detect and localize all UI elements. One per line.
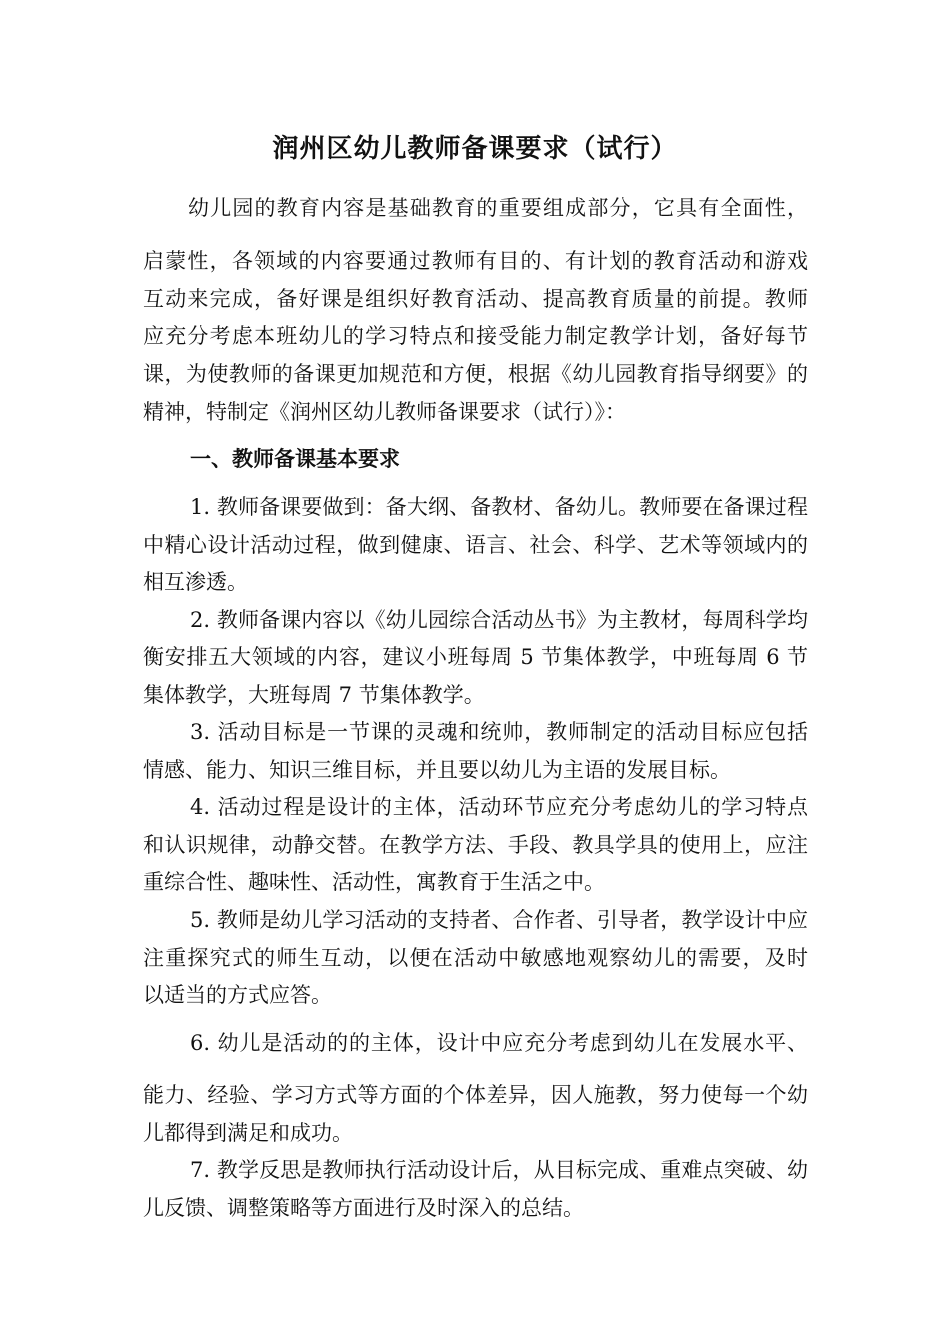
item-5-line-2: 注重探究式的师生互动，以便在活动中敏感地观察幼儿的需要，及时 <box>143 946 808 970</box>
item-1-line-2: 中精心设计活动过程，做到健康、语言、社会、科学、艺术等领域内的 <box>143 533 808 557</box>
intro-line-3: 互动来完成，备好课是组织好教育活动、提高教育质量的前提。教师 <box>143 287 808 311</box>
item-7-line-1: 7. 教学反思是教师执行活动设计后，从目标完成、重难点突破、幼 <box>190 1158 808 1182</box>
item-6-line-1: 6. 幼儿是活动的的主体，设计中应充分考虑到幼儿在发展水平、 <box>190 1031 808 1055</box>
intro-line-6: 精神，特制定《润州区幼儿教师备课要求（试行）》： <box>143 400 626 424</box>
item-3-line-2: 情感、能力、知识三维目标，并且要以幼儿为主语的发展目标。 <box>143 758 731 782</box>
item-1-line-3: 相互渗透。 <box>143 570 248 594</box>
item-5-line-3: 以适当的方式应答。 <box>143 983 332 1007</box>
document-title: 润州区幼儿教师备课要求（试行） <box>272 134 678 164</box>
intro-line-4: 应充分考虑本班幼儿的学习特点和接受能力制定教学计划，备好每节 <box>143 324 808 348</box>
item-2-line-1: 2. 教师备课内容以《幼儿园综合活动丛书》为主教材，每周科学均 <box>190 608 808 632</box>
item-7-line-2: 儿反馈、调整策略等方面进行及时深入的总结。 <box>143 1196 584 1220</box>
item-4-line-2: 和认识规律，动静交替。在教学方法、手段、教具学具的使用上，应注 <box>143 833 808 857</box>
item-5-line-1: 5. 教师是幼儿学习活动的支持者、合作者、引导者，教学设计中应 <box>190 908 808 932</box>
intro-line-1: 幼儿园的教育内容是基础教育的重要组成部分，它具有全面性， <box>188 196 808 220</box>
item-4-line-3: 重综合性、趣味性、活动性，寓教育于生活之中。 <box>143 870 605 894</box>
item-1-line-1: 1. 教师备课要做到：备大纲、备教材、备幼儿。教师要在备课过程 <box>190 495 808 519</box>
item-3-line-1: 3. 活动目标是一节课的灵魂和统帅，教师制定的活动目标应包括 <box>190 720 808 744</box>
item-6-line-3: 儿都得到满足和成功。 <box>143 1121 353 1145</box>
intro-line-2: 启蒙性，各领域的内容要通过教师有目的、有计划的教育活动和游戏 <box>143 249 808 273</box>
item-2-line-3: 集体教学，大班每周 7 节集体教学。 <box>143 683 485 707</box>
section-heading: 一、教师备课基本要求 <box>190 447 400 471</box>
item-2-line-2: 衡安排五大领域的内容，建议小班每周 5 节集体教学，中班每周 6 节 <box>143 645 808 669</box>
item-4-line-1: 4. 活动过程是设计的主体，活动环节应充分考虑幼儿的学习特点 <box>190 795 808 819</box>
item-6-line-2: 能力、经验、学习方式等方面的个体差异，因人施教，努力使每一个幼 <box>143 1083 808 1107</box>
intro-line-5: 课，为使教师的备课更加规范和方便，根据《幼儿园教育指导纲要》的 <box>143 362 808 386</box>
